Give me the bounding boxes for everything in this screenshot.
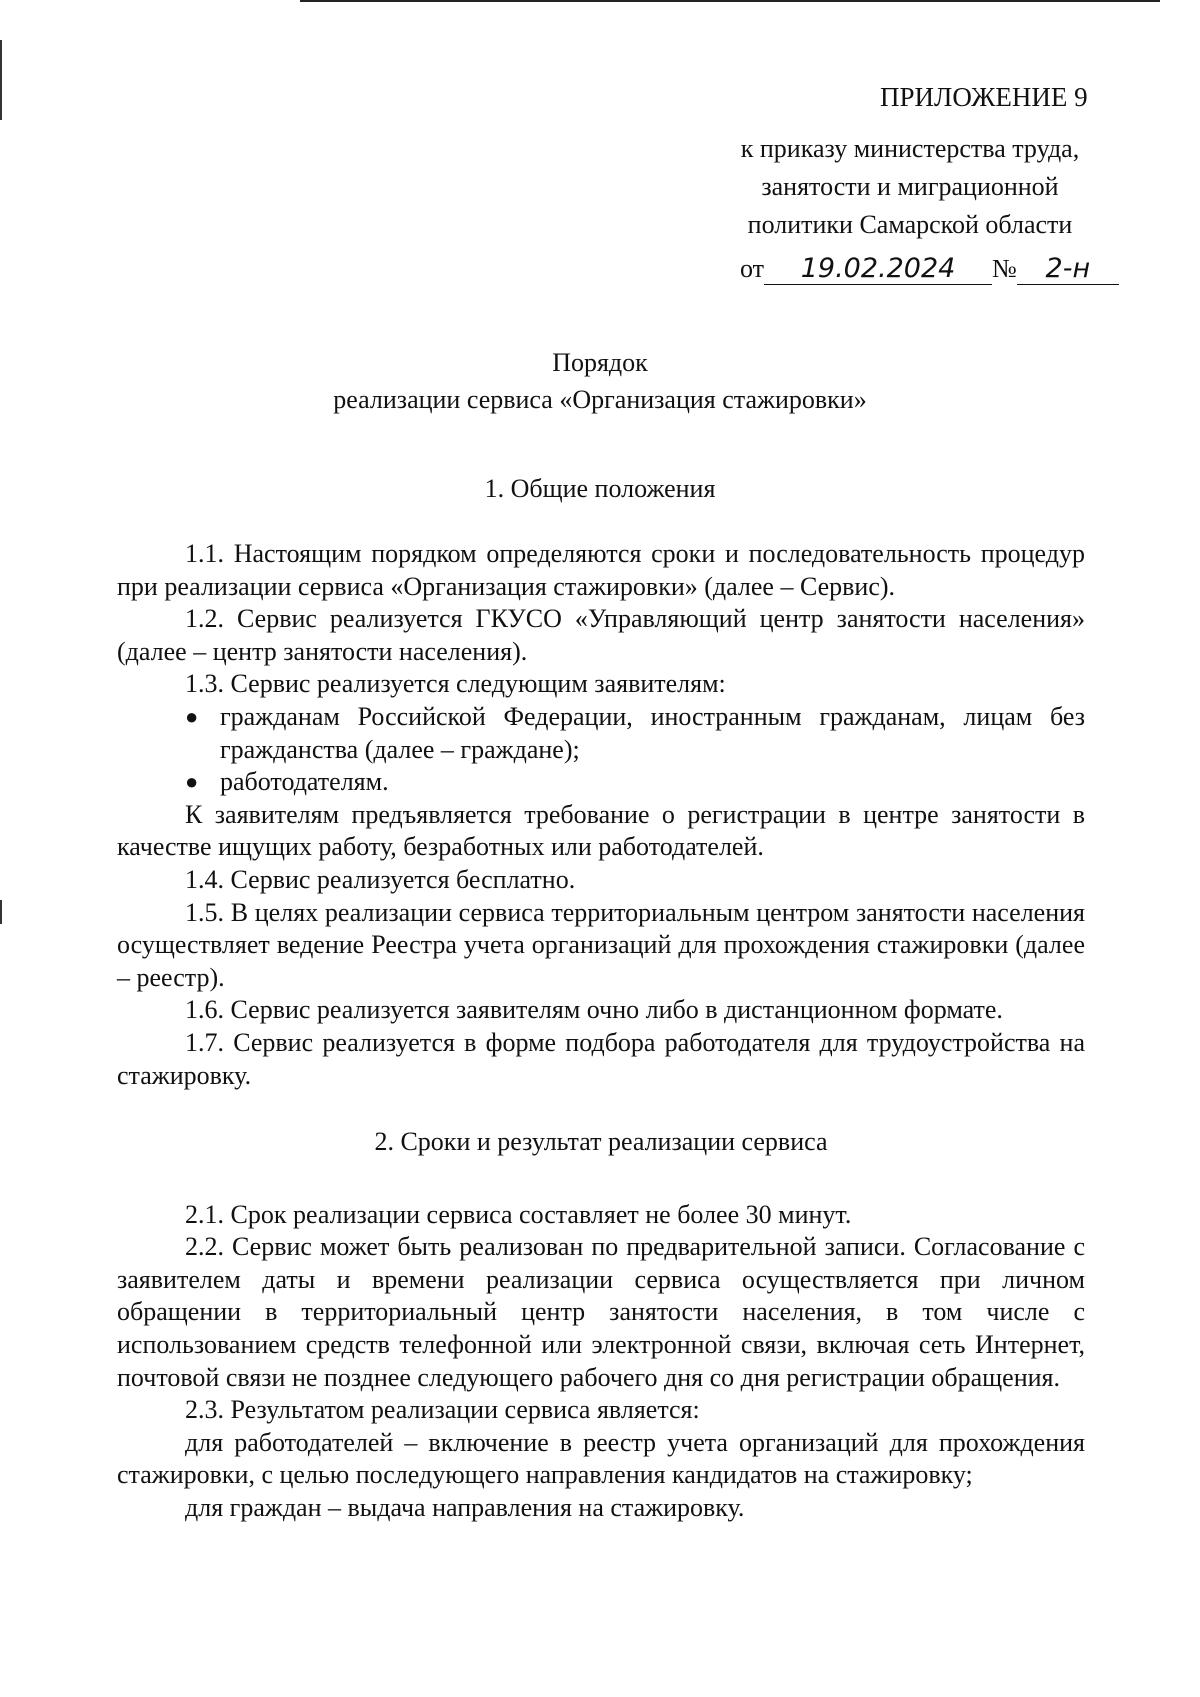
date-prefix: от <box>740 254 765 283</box>
paragraph-1-1: 1.1. Настоящим порядком определяются сроки и последовательность процедур при реализации сервиса «Организация стажировки» (далее – Сервис). <box>117 539 1085 601</box>
handwritten-number: 2-н <box>1017 254 1119 285</box>
order-date-number <box>740 254 1119 285</box>
appendix-line: к приказу министерства труда, <box>740 134 1080 163</box>
document-body <box>117 538 1085 1525</box>
scan-edge-left <box>0 900 2 924</box>
paragraph-1-3: 1.3. Сервис реализуется следующим заявителям: <box>185 669 726 699</box>
paragraph-1-2: 1.2. Сервис реализуется ГКУСО «Управляющий центр занятости населения» (далее – центр занятости населения). <box>117 604 1085 666</box>
paragraph-1-7: 1.7. Сервис реализуется в форме подбора работодателя для трудоустройства на стажировку. <box>117 1027 1085 1090</box>
paragraph-citizens: для граждан – выдача направления на стажировку. <box>185 1493 745 1523</box>
paragraph-2-3: 2.3. Результатом реализации сервиса является: <box>185 1395 700 1425</box>
list-item-text: гражданам Российской Федерации, иностранным гражданам, лицам без гражданства (далее – граждане); <box>220 701 1085 764</box>
section-1-title: 1. Общие положения <box>484 474 716 503</box>
document-subtitle: реализации сервиса «Организация стажировки» <box>333 385 867 414</box>
bullet-icon: ● <box>185 703 199 729</box>
bullet-icon: ● <box>185 769 199 795</box>
paragraph-1-4: 1.4. Сервис реализуется бесплатно. <box>185 864 576 894</box>
handwritten-date: 19.02.2024 <box>764 254 992 285</box>
document-title: Порядок <box>552 348 648 377</box>
paragraph-2-2: 2.2. Сервис может быть реализован по предварительной записи. Согласование с заявителем даты и времени реализации сервиса осуществляется при личном обращении в территориальный центр занятости населения, в том числе с использованием средств телефонной или электронной связи, включая сеть Интернет, почтовой связи не позднее следующего рабочего дня со дня регистрации обращения. <box>117 1232 1085 1392</box>
paragraph-requirement: К заявителям предъявляется требование о регистрации в центре занятости в качестве ищущих работу, безработных или работодателей. <box>117 799 1085 862</box>
list-item <box>117 701 1085 766</box>
paragraph-employers: для работодателей – включение в реестр учета организаций для прохождения стажировки, с целью последующего направления кандидатов на стажировку; <box>117 1427 1085 1490</box>
applicants-list <box>117 701 1085 799</box>
list-item <box>117 766 1085 799</box>
appendix-title: ПРИЛОЖЕНИЕ 9 <box>880 82 1088 112</box>
section-2-title: 2. Сроки и результат реализации сервиса <box>374 1127 828 1157</box>
paragraph-1-5: 1.5. В целях реализации сервиса территориальным центром занятости населения осуществляет ведение Реестра учета организаций для прохождения стажировки (далее – реестр). <box>117 897 1085 992</box>
list-item-text: работодателям. <box>220 767 389 797</box>
number-prefix: № <box>992 254 1017 283</box>
paragraph-2-1: 2.1. Срок реализации сервиса составляет не более 30 минут. <box>185 1199 852 1229</box>
paragraph-1-6: 1.6. Сервис реализуется заявителям очно либо в дистанционном формате. <box>185 995 1003 1025</box>
appendix-line: занятости и миграционной <box>761 172 1059 201</box>
appendix-line: политики Самарской области <box>747 210 1073 239</box>
scan-edge-top <box>300 0 1160 2</box>
appendix-block <box>700 78 1120 244</box>
scan-edge-left <box>0 40 2 120</box>
